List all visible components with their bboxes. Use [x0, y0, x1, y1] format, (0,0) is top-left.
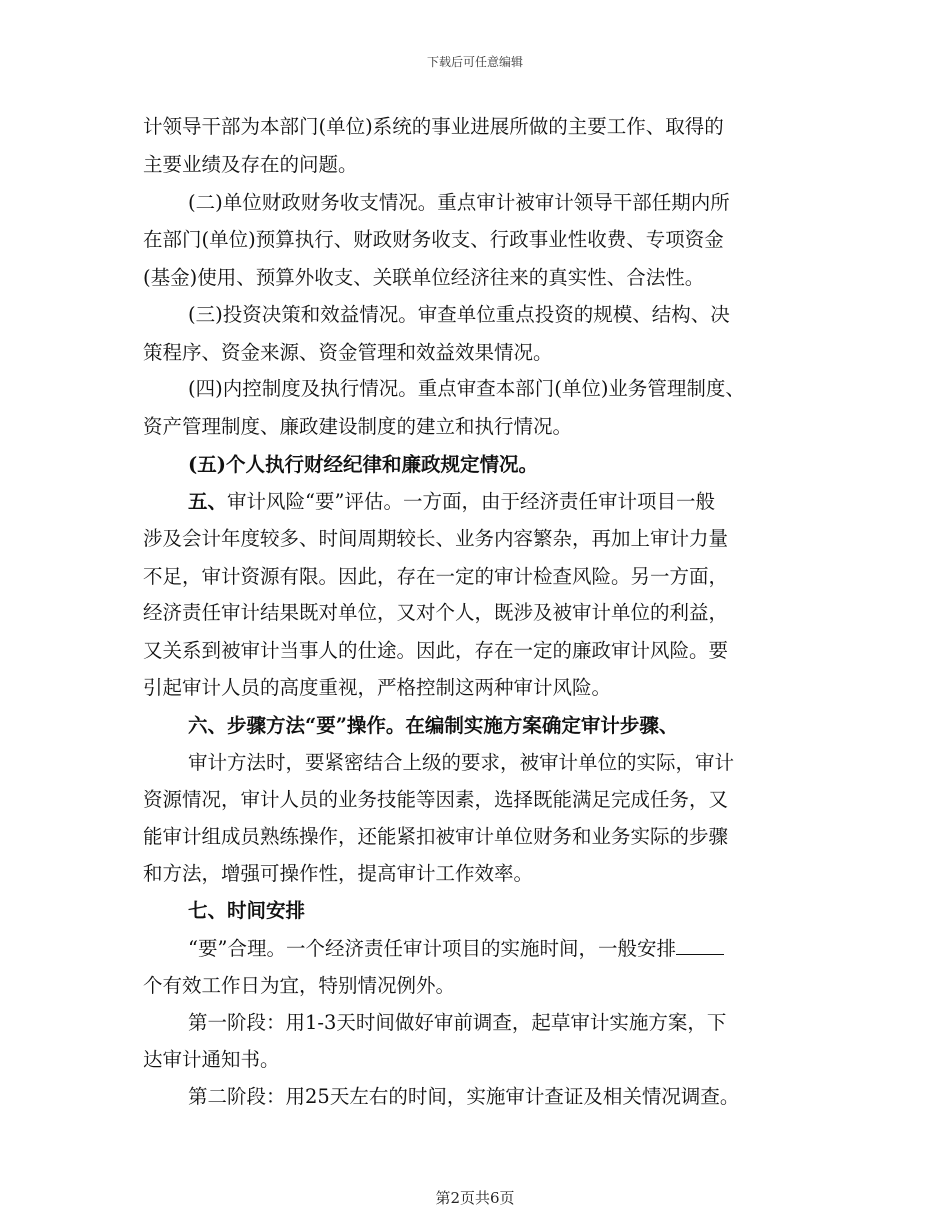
header-note: 下载后可任意编辑 — [426, 55, 523, 69]
schedule-text: “要”合理。一个经济责任审计项目的实施时间，一般安排 — [188, 937, 676, 960]
text-line: (基金)使用、预算外收支、关联单位经济往来的真实性、合法性。 — [143, 266, 705, 289]
text-line — [188, 489, 715, 515]
text-line: 计领导干部为本部门(单位)系统的事业进展所做的主要工作、取得的 — [143, 115, 724, 138]
text-line: (四)内控制度及执行情况。重点审查本部门(单位)业务管理制度、 — [188, 377, 745, 400]
text-line: 引起审计人员的高度重视，严格控制这两种审计风险。 — [143, 676, 612, 699]
text-line: 资源情况，审计人员的业务技能等因素，选择既能满足完成任务，又 — [143, 788, 729, 811]
text-line: (三)投资决策和效益情况。审查单位重点投资的规模、结构、决 — [188, 303, 730, 326]
section-heading: 七、时间安排 — [188, 899, 306, 922]
text-line: 不足，审计资源有限。因此，存在一定的审计检查风险。另一方面， — [143, 565, 729, 588]
text-line — [188, 936, 724, 962]
text-line: 策程序、资金来源、资金管理和效益效果情况。 — [143, 341, 553, 364]
page-footer: 第2页共6页 — [435, 1189, 515, 1207]
text-line: 个有效工作日为宜，特别情况例外。 — [143, 974, 456, 997]
text-line: 主要业绩及存在的问题。 — [143, 153, 358, 176]
text-line: 达审计通知书。 — [143, 1048, 280, 1071]
text-line: 审计方法时，要紧密结合上级的要求，被审计单位的实际，审计 — [188, 751, 735, 774]
text-line: (二)单位财政财务收支情况。重点审计被审计领导干部任期内所 — [188, 191, 730, 214]
text-line: 经济责任审计结果既对单位，又对个人，既涉及被审计单位的利益， — [143, 601, 729, 624]
section-text: 审计风险“要”评估。一方面，由于经济责任审计项目一般 — [227, 490, 715, 513]
text-line: 和方法，增强可操作性，提高审计工作效率。 — [143, 862, 534, 885]
text-line: 又关系到被审计当事人的仕途。因此，存在一定的廉政审计风险。要 — [143, 639, 729, 662]
text-line: 在部门(单位)预算执行、财政财务收支、行政事业性收费、专项资金 — [143, 228, 724, 251]
section-heading: 六、步骤方法“要”操作。在编制实施方案确定审计步骤、 — [188, 714, 679, 737]
text-line: 第一阶段：用1-3天时间做好审前调查，起草审计实施方案，下 — [188, 1011, 727, 1034]
text-line: 涉及会计年度较多、时间周期较长、业务内容繁杂，再加上审计力量 — [143, 527, 729, 550]
section-number: 五、 — [188, 490, 228, 513]
text-line: 资产管理制度、廉政建设制度的建立和执行情况。 — [143, 415, 573, 438]
text-line: 第二阶段：用25天左右的时间，实施审计查证及相关情况调查。 — [188, 1085, 740, 1108]
section-heading: (五)个人执行财经纪律和廉政规定情况。 — [188, 453, 538, 476]
text-line: 能审计组成员熟练操作，还能紧扣被审计单位财务和业务实际的步骤 — [143, 825, 729, 848]
fill-in-blank — [676, 936, 724, 955]
